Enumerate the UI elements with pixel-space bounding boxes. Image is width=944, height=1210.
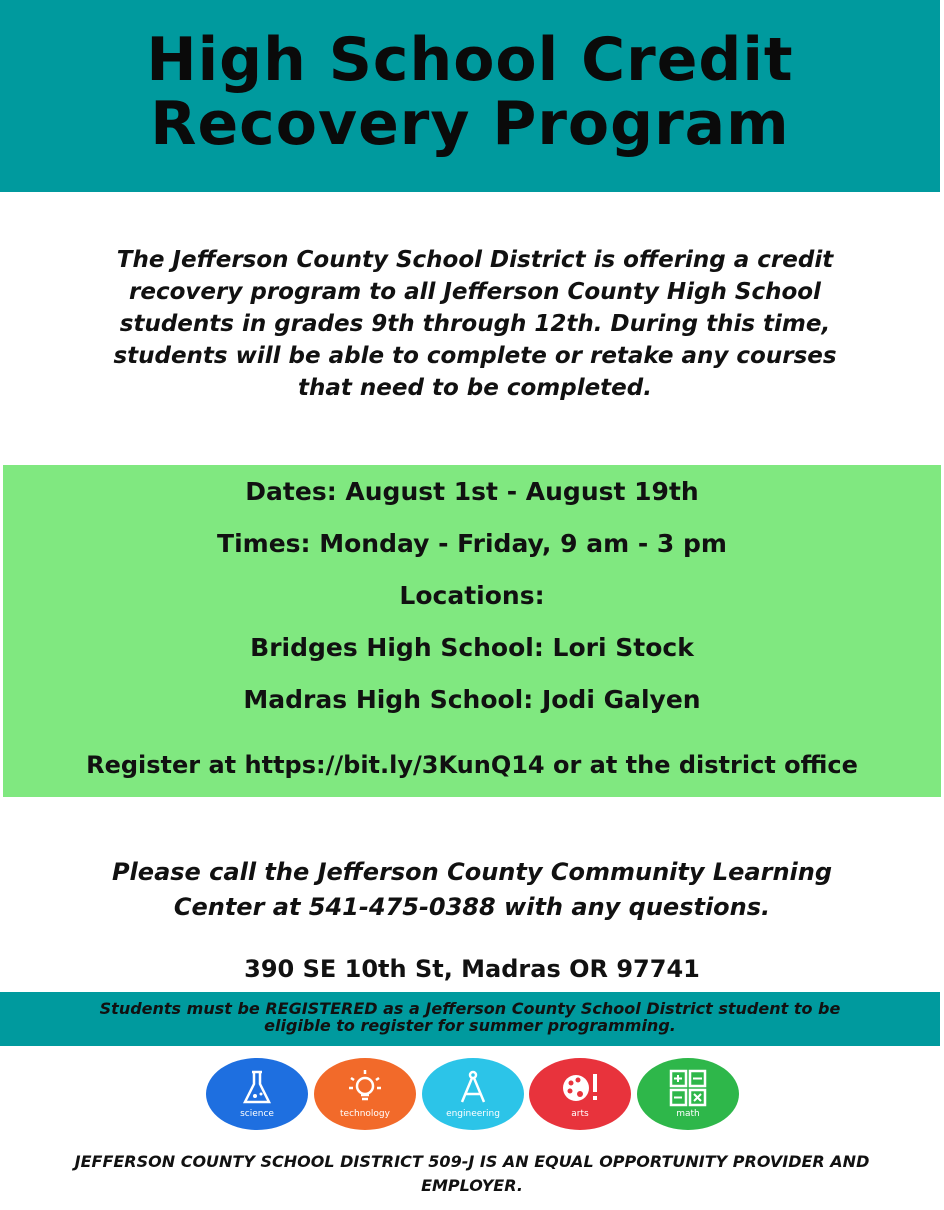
footer-line: EMPLOYER.: [421, 1176, 523, 1195]
footer-line: JEFFERSON COUNTY SCHOOL DISTRICT 509-J IS AN EQUAL OPPORTUNITY PROVIDER AND: [74, 1152, 870, 1171]
header-banner: [0, 0, 940, 192]
flask-icon: [237, 1068, 277, 1108]
intro-line: The Jefferson County School District is offering a credit: [116, 247, 834, 273]
icon-label: arts: [571, 1109, 589, 1119]
arts-badge: [529, 1058, 631, 1130]
contact-line: Center at 541-475-0388 with any questions.: [173, 893, 771, 921]
notice-line: Students must be REGISTERED as a Jefferson County School District student to be: [99, 999, 841, 1018]
engineering-badge: [422, 1058, 524, 1130]
icon-label: math: [676, 1109, 700, 1119]
palette-icon: [560, 1068, 600, 1108]
math-badge: [637, 1058, 739, 1130]
stem-icons-row: [206, 1058, 746, 1130]
notice-line: eligible to register for summer programming.: [264, 1016, 676, 1035]
science-badge: [206, 1058, 308, 1130]
intro-line: recovery program to all Jefferson County High School: [129, 279, 821, 305]
page-title: [0, 25, 940, 159]
lightbulb-icon: [345, 1068, 385, 1108]
icon-label: science: [240, 1109, 274, 1119]
registration-notice-band: [0, 992, 940, 1046]
location-madras: Madras High School: Jodi Galyen: [243, 685, 701, 714]
intro-line: students in grades 9th through 12th. During this time,: [119, 311, 831, 337]
equal-opportunity-footer: [30, 1150, 914, 1198]
compass-icon: [453, 1068, 493, 1108]
location-bridges: Bridges High School: Lori Stock: [250, 633, 694, 662]
register-link-text[interactable]: Register at https://bit.ly/3KunQ14 or at the district office: [86, 751, 858, 779]
contact-text: [60, 855, 884, 925]
title-line-2: Recovery Program: [150, 89, 790, 159]
contact-line: Please call the Jefferson County Community Learning: [111, 858, 833, 886]
intro-paragraph: [60, 244, 890, 404]
registration-notice: [0, 992, 940, 1034]
program-details-box: [3, 465, 941, 797]
title-line-1: High School Credit: [146, 25, 794, 95]
intro-line: students will be able to complete or retake any courses: [113, 343, 837, 369]
technology-badge: [314, 1058, 416, 1130]
intro-line: that need to be completed.: [298, 375, 652, 401]
times-text: Times: Monday - Friday, 9 am - 3 pm: [217, 529, 727, 558]
dates-text: Dates: August 1st - August 19th: [245, 477, 699, 506]
icon-label: engineering: [446, 1109, 500, 1119]
calculator-icon: [668, 1068, 708, 1108]
address-text: 390 SE 10th St, Madras OR 97741: [244, 955, 700, 983]
icon-label: technology: [340, 1109, 390, 1119]
locations-label: Locations:: [399, 581, 545, 610]
